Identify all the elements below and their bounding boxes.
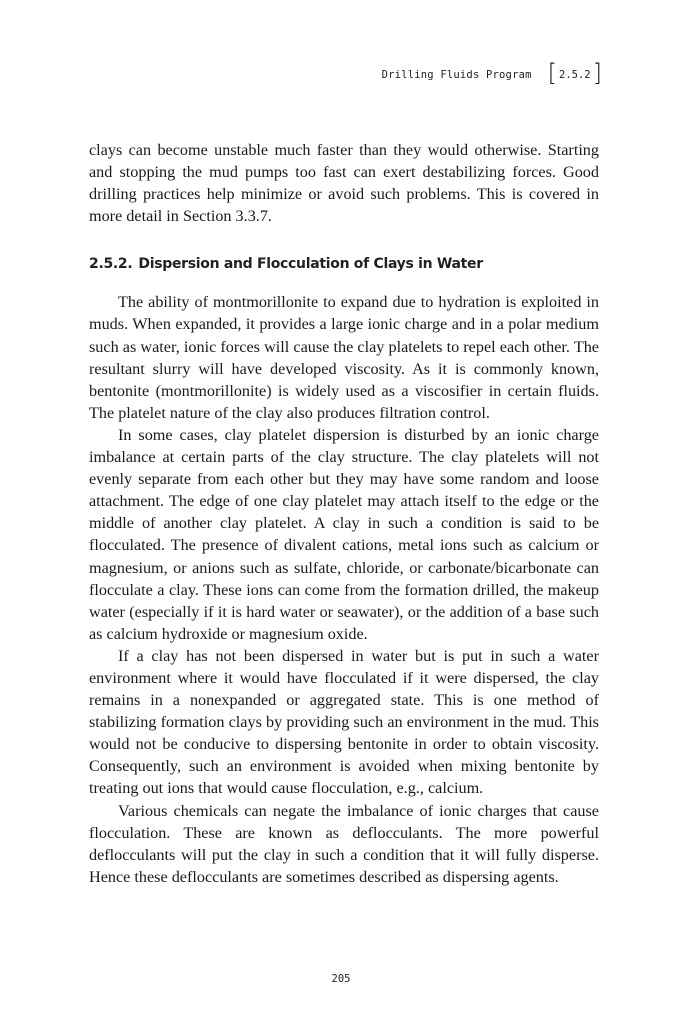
right-bracket-glyph: ] <box>592 59 602 87</box>
page-body <box>89 139 599 888</box>
body-paragraph: If a clay has not been dispersed in water but is put in such a water environment where it would have flocculated if it were dispersed, the clay remains in a nonexpanded or aggregated state. This is one method of stabilizing formation clays by providing such an environment in the mud. This would not be conducive to dispersing bentonite in order to obtain viscosity. Consequently, such an environment is avoided when mixing bentonite by treating out ions that would cause flocculation, e.g., calcium. <box>89 646 599 798</box>
page-number: 205 <box>331 973 351 985</box>
body-paragraph: In some cases, clay platelet dispersion is disturbed by an ionic charge imbalance at certain parts of the clay structure. The clay platelets will not evenly separate from each other but they may have some random and loose attachment. The edge of one clay platelet may attach itself to the edge or the middle of another clay platelet. A clay in such a condition is said to be flocculated. The presence of divalent cations, metal ions such as calcium or magnesium, or anions such as sulfate, chloride, or carbonate/bicarbonate can flocculate a clay. These ions can come from the formation drilled, the makeup water (especially if it is hard water or seawater), or the addition of a base such as calcium hydroxide or magnesium oxide. <box>89 425 599 643</box>
section-heading <box>89 256 599 272</box>
section-number-tag <box>547 59 602 87</box>
section-heading-title: Dispersion and Flocculation of Clays in Water <box>138 256 483 273</box>
section-heading-number: 2.5.2. <box>89 256 133 273</box>
running-header <box>381 59 602 87</box>
carryover-paragraph: clays can become unstable much faster than they would otherwise. Starting and stopping the mud pumps too fast can exert destabilizing forces. Good drilling practices help minimize or avoid such problems. This is covered in more detail in Section 3.3.7. <box>89 141 599 226</box>
section-number: 2.5.2 <box>559 68 591 81</box>
body-paragraph: Various chemicals can negate the imbalance of ionic charges that cause flocculation. These are known as deflocculants. The more powerful deflocculants will put the clay in such a condition that it will fully disperse. Hence these deflocculants are sometimes described as dispersing agents. <box>89 801 599 886</box>
running-title: Drilling Fluids Program <box>381 68 532 81</box>
body-paragraph: The ability of montmorillonite to expand due to hydration is exploited in muds. When expanded, it provides a large ionic charge and in a polar medium such as water, ionic forces will cause the clay platelets to repel each other. The resultant slurry will have developed viscosity. As it is commonly known, bentonite (montmorillonite) is widely used as a viscosifier in certain fluids. The platelet nature of the clay also produces filtration control. <box>89 293 599 422</box>
left-bracket-glyph: [ <box>547 59 558 87</box>
